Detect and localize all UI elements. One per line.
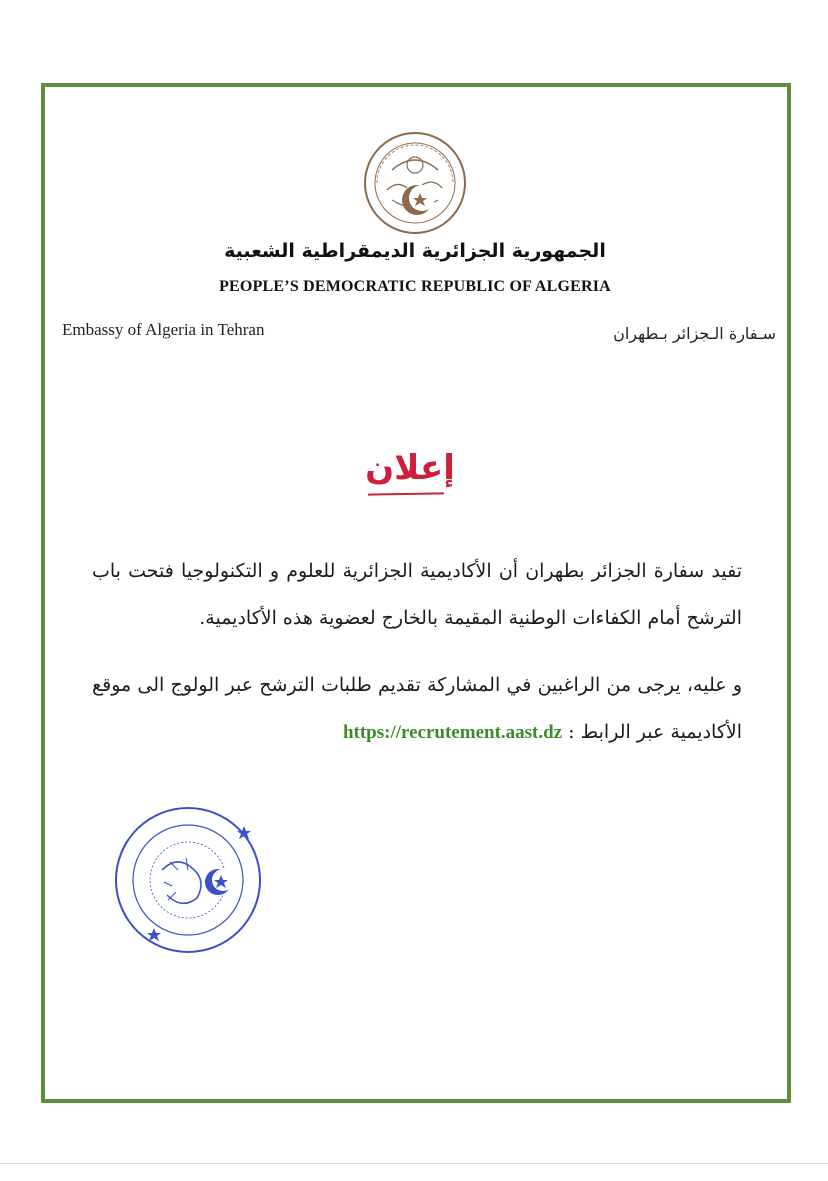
scan-edge-line — [0, 1163, 828, 1164]
recruitment-link[interactable]: https://recrutement.aast.dz — [342, 722, 563, 743]
announcement-title: إعلان — [365, 448, 455, 488]
country-name-english: PEOPLE’S DEMOCRATIC REPUBLIC OF ALGERIA — [219, 278, 611, 295]
embassy-name-arabic: سـفارة الـجزائر بـطهران — [613, 324, 776, 343]
paragraph-2-text: و عليه، يرجى من الراغبين في المشاركة تقديم طلبات الترشح عبر الولوج الى موقع الأكاديمية عبر الرابط : — [92, 674, 742, 743]
embassy-stamp-icon — [102, 800, 274, 960]
announcement-paragraph-2 — [92, 662, 742, 756]
announcement-paragraph-1: تفيد سفارة الجزائر بطهران أن الأكاديمية الجزائرية للعلوم و التكنولوجيا فتحت باب الترشح أمام الكفاءات الوطنية المقيمة بالخارج لعضوية هذه الأكاديمية. — [92, 560, 742, 629]
embassy-name-english: Embassy of Algeria in Tehran — [62, 320, 265, 339]
algeria-state-emblem-icon — [362, 130, 468, 236]
country-name-arabic: الجمهورية الجزائرية الديمقراطية الشعبية — [224, 240, 606, 262]
